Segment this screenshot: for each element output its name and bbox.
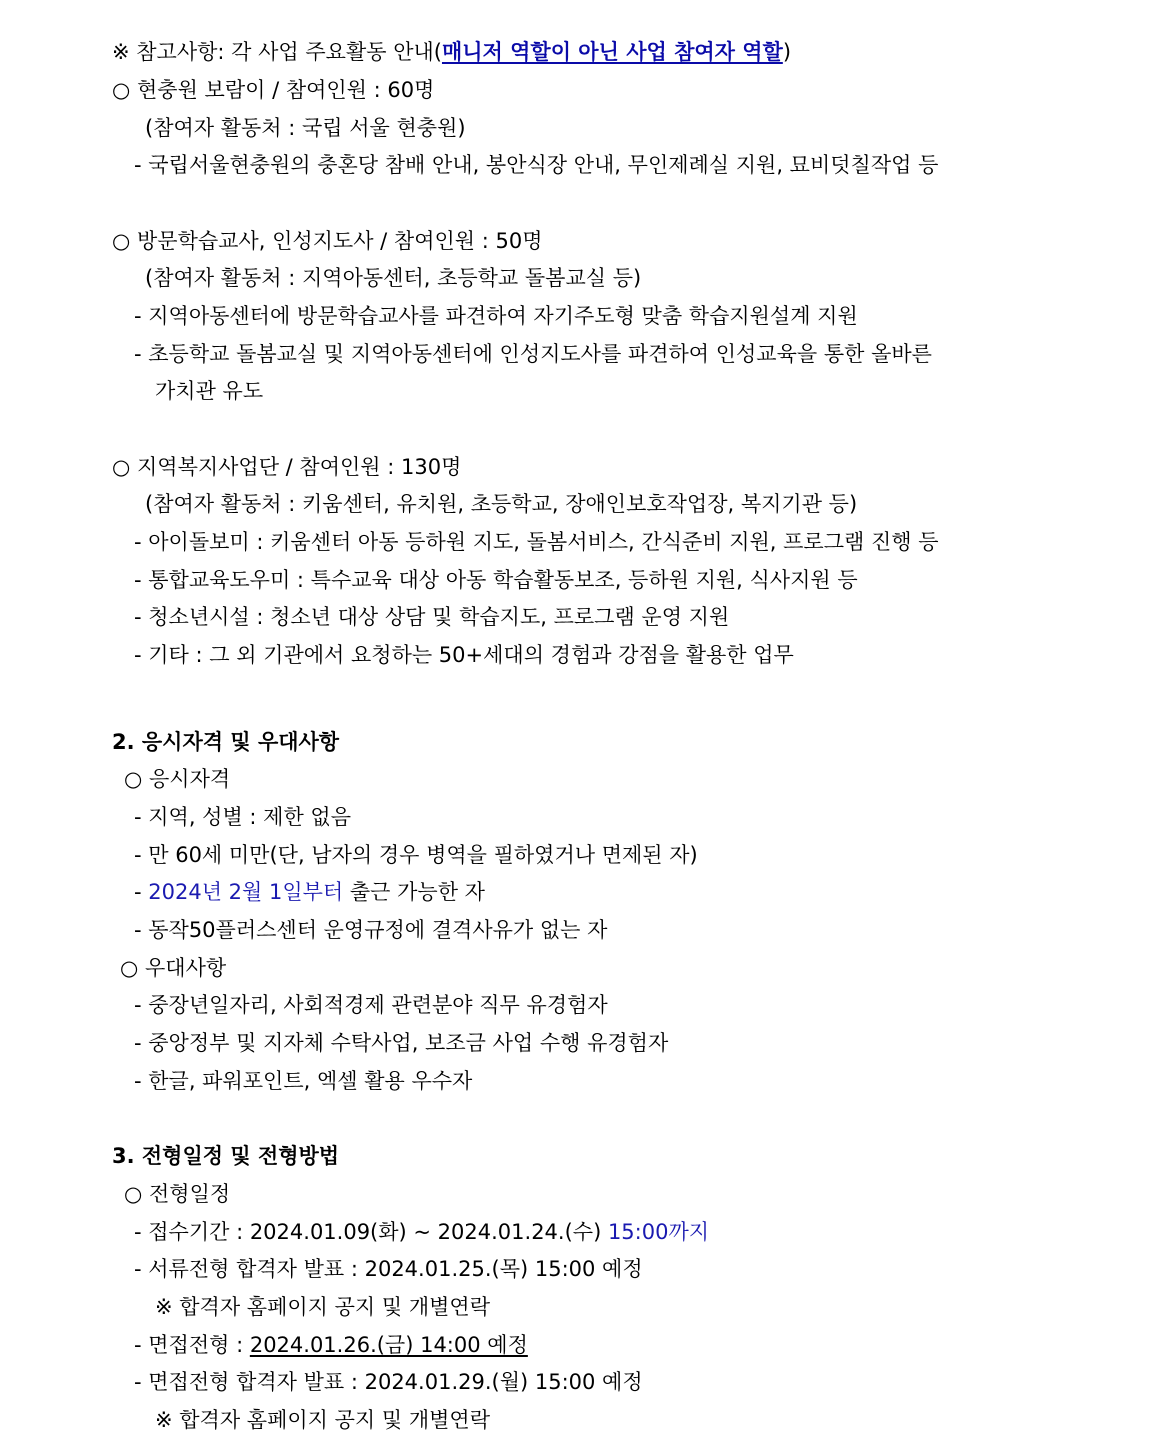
section-heading: 2. 응시자격 및 우대사항 [112, 730, 340, 754]
reference-note-suffix: ) [782, 40, 792, 64]
list-item: - 지역, 성별 : 제한 없음 [134, 805, 351, 829]
interview-schedule [134, 1330, 528, 1360]
list-item: - 서류전형 합격자 발표 : 2024.01.25.(목) 15:00 예정 [134, 1257, 643, 1281]
start-date-highlight: 2024년 2월 1일부터 [148, 880, 344, 904]
program-location: (참여자 활동처 : 국립 서울 현충원) [145, 116, 466, 140]
list-item: - 만 60세 미만(단, 남자의 경우 병역을 필하였거나 면제된 자) [134, 843, 698, 867]
program-item: - 지역아동센터에 방문학습교사를 파견하여 자기주도형 맞춤 학습지원설계 지원 [134, 304, 858, 328]
program-item: - 국립서울현충원의 충혼당 참배 안내, 봉안식장 안내, 무인제례실 지원, 묘비덧칠작업 등 [134, 153, 939, 177]
subsection-title: ○ 응시자격 [124, 767, 231, 791]
list-item: - 한글, 파워포인트, 엑셀 활용 우수자 [134, 1069, 473, 1093]
reference-note-prefix: ※ 참고사항: 각 사업 주요활동 안내( [112, 40, 442, 64]
subsection-title: ○ 전형일정 [124, 1182, 231, 1206]
list-item: - 중장년일자리, 사회적경제 관련분야 직무 유경험자 [134, 993, 608, 1017]
program-title: ○ 방문학습교사, 인성지도사 / 참여인원 : 50명 [112, 229, 543, 253]
receipt-period [134, 1217, 709, 1247]
list-item-dash: - [134, 880, 149, 904]
program-title: ○ 지역복지사업단 / 참여인원 : 130명 [112, 455, 462, 479]
list-item: - 면접전형 합격자 발표 : 2024.01.29.(월) 15:00 예정 [134, 1370, 643, 1394]
reference-note [112, 37, 791, 67]
program-location: (참여자 활동처 : 키움센터, 유치원, 초등학교, 장애인보호작업장, 복지기관 등) [145, 492, 858, 516]
program-title: ○ 현충원 보람이 / 참여인원 : 60명 [112, 78, 435, 102]
program-item: - 청소년시설 : 청소년 대상 상담 및 학습지도, 프로그램 운영 지원 [134, 605, 730, 629]
list-item: - 중앙정부 및 지자체 수탁사업, 보조금 사업 수행 유경험자 [134, 1031, 669, 1055]
start-date-suffix: 출근 가능한 자 [343, 880, 485, 904]
list-item-start-date [134, 877, 485, 907]
program-item: - 아이돌보미 : 키움센터 아동 등하원 지도, 돌봄서비스, 간식준비 지원, 프로그램 진행 등 [134, 530, 939, 554]
subsection-title: ○ 우대사항 [120, 956, 227, 980]
program-item-continuation: 가치관 유도 [155, 379, 264, 403]
receipt-period-text: - 접수기간 : 2024.01.09(화) ~ 2024.01.24.(수) [134, 1220, 608, 1244]
program-item: - 초등학교 돌봄교실 및 지역아동센터에 인성지도사를 파견하여 인성교육을 통한 올바른 [134, 342, 932, 366]
program-item: - 기타 : 그 외 기관에서 요청하는 50+세대의 경험과 강점을 활용한 업무 [134, 643, 794, 667]
program-location: (참여자 활동처 : 지역아동센터, 초등학교 돌봄교실 등) [145, 266, 642, 290]
notice-note: ※ 합격자 홈페이지 공지 및 개별연락 [155, 1408, 490, 1432]
receipt-deadline-highlight: 15:00까지 [607, 1220, 710, 1244]
section-heading: 3. 전형일정 및 전형방법 [112, 1144, 340, 1168]
notice-note: ※ 합격자 홈페이지 공지 및 개별연락 [155, 1295, 490, 1319]
interview-label: - 면접전형 : [134, 1333, 250, 1357]
program-item: - 통합교육도우미 : 특수교육 대상 아동 학습활동보조, 등하원 지원, 식사지원 등 [134, 568, 858, 592]
list-item: - 동작50플러스센터 운영규정에 결격사유가 없는 자 [134, 918, 608, 942]
reference-note-highlight: 매니저 역할이 아닌 사업 참여자 역할 [441, 40, 783, 64]
interview-date: 2024.01.26.(금) 14:00 예정 [249, 1333, 528, 1357]
